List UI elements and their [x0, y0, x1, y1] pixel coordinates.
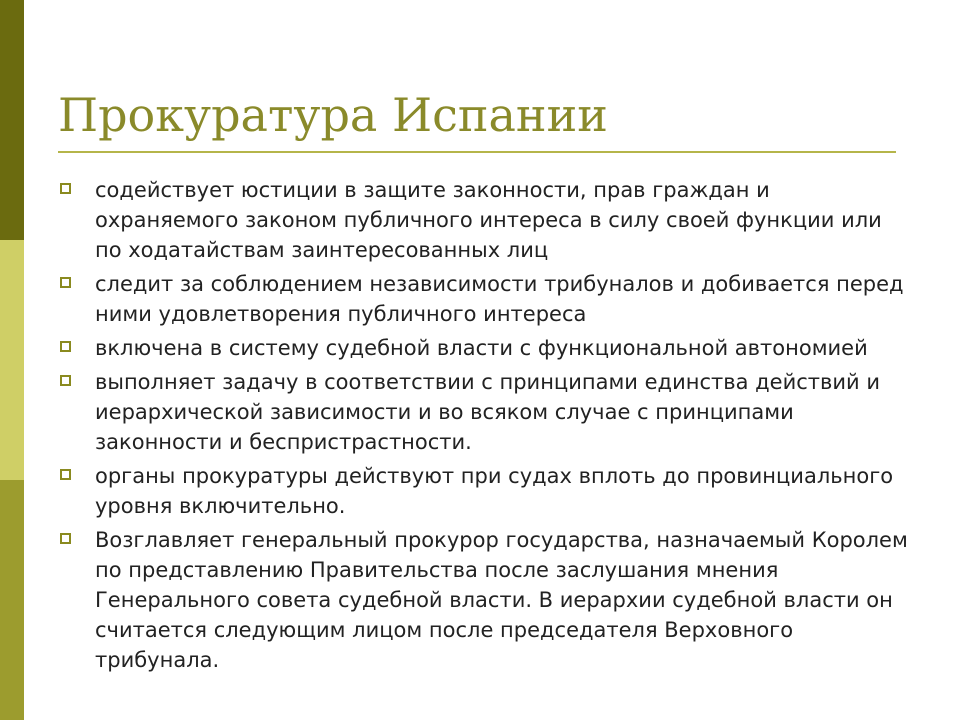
bullet-item	[58, 367, 908, 457]
hollow-square-bullet-icon	[60, 375, 71, 386]
side-bar-segment-bottom	[0, 480, 24, 720]
slide-title: Прокуратура Испании	[58, 88, 608, 142]
bullet-list	[58, 175, 908, 679]
bullet-item	[58, 269, 908, 329]
bullet-item	[58, 525, 908, 675]
hollow-square-bullet-icon	[60, 183, 71, 194]
bullet-text: Возглавляет генеральный прокурор государства, назначаемый Королем по представлению Правительства после заслушания мнения Генерального совета судебной власти. В иерархии судебной власти он считается следующим лицом после председателя Верховного трибунала.	[95, 528, 908, 672]
side-accent-bar	[0, 0, 24, 720]
bullet-text: включена в систему судебной власти с функциональной автономией	[95, 336, 868, 360]
hollow-square-bullet-icon	[60, 469, 71, 480]
bullet-text: выполняет задачу в соответствии с принципами единства действий и иерархической зависимости и во всяком случае с принципами законности и беспристрастности.	[95, 370, 881, 454]
hollow-square-bullet-icon	[60, 533, 71, 544]
hollow-square-bullet-icon	[60, 277, 71, 288]
side-bar-segment-middle	[0, 240, 24, 480]
bullet-item	[58, 333, 908, 363]
title-underline	[58, 151, 896, 153]
side-bar-segment-top	[0, 0, 24, 240]
bullet-text: органы прокуратуры действуют при судах вплоть до провинциального уровня включительно.	[95, 464, 894, 518]
bullet-item	[58, 175, 908, 265]
bullet-text: содействует юстиции в защите законности, прав граждан и охраняемого законом публичного интереса в силу своей функции или по ходатайствам заинтересованных лиц	[95, 178, 882, 262]
bullet-item	[58, 461, 908, 521]
hollow-square-bullet-icon	[60, 341, 71, 352]
bullet-text: следит за соблюдением независимости трибуналов и добивается перед ними удовлетворения публичного интереса	[95, 272, 904, 326]
